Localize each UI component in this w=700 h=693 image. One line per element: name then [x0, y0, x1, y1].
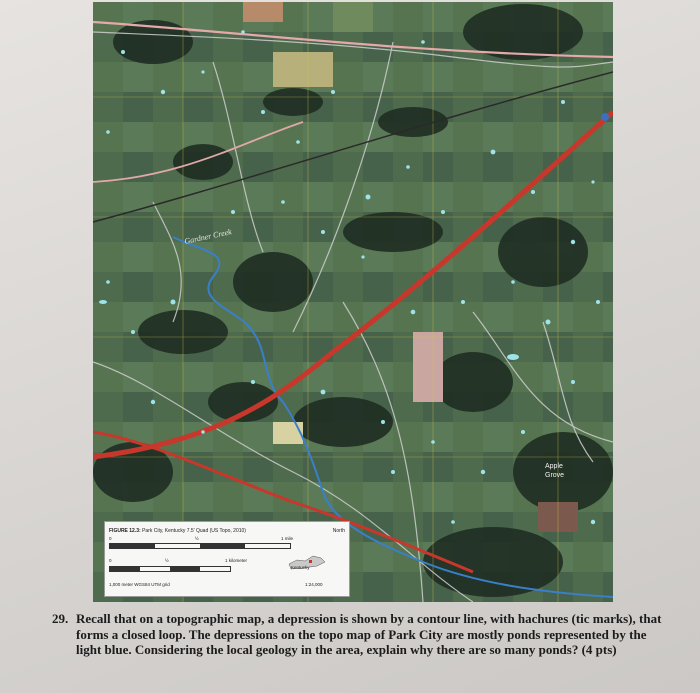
kentucky-locator-icon — [287, 550, 327, 574]
mile-scale-unit: 1 mile — [281, 536, 294, 541]
figure-caption — [109, 528, 246, 534]
km-scale-zero: 0 — [109, 558, 112, 563]
town-label-line1: Apple — [545, 463, 563, 470]
question-number: 29. — [52, 611, 69, 626]
km-scale-unit: 1 kilometer — [225, 558, 248, 563]
map-legend — [104, 521, 350, 597]
mile-scale-zero: 0 — [109, 536, 112, 541]
km-scale-half: ½ — [165, 558, 169, 563]
scale-ratio: 1:24,000 — [305, 582, 323, 587]
mile-scale-bar — [109, 543, 291, 549]
aerial-map-svg — [93, 2, 613, 602]
question-29 — [52, 611, 672, 658]
question-text: Recall that on a topographic map, a depression is shown by a contour line, with hachures (tic marks), that forms a closed loop. The depressions on the topo map of Park City are mostly ponds represented by the light blue. Considering the local geology in the area, explain why there are so many ponds? — [76, 611, 662, 657]
figure-label: FIGURE 12.3: — [109, 528, 141, 534]
creek-label: Gardner Creek — [183, 227, 233, 246]
north-label: North — [332, 528, 345, 534]
km-scale-bar — [109, 566, 231, 572]
interstate-shield — [601, 113, 609, 121]
state-label: Kentucky — [291, 565, 310, 570]
grid-note: 1,000 meter WGS84 UTM grid — [109, 582, 170, 587]
aerial-map-image — [93, 2, 613, 602]
mile-scale-half: ½ — [195, 536, 199, 541]
town-label-line2: Grove — [545, 472, 565, 479]
figure-title: Park City, Kentucky 7.5' Quad (US Topo, 2010) — [142, 528, 246, 534]
question-points: (4 pts) — [581, 642, 617, 657]
question-text-block — [76, 611, 672, 658]
